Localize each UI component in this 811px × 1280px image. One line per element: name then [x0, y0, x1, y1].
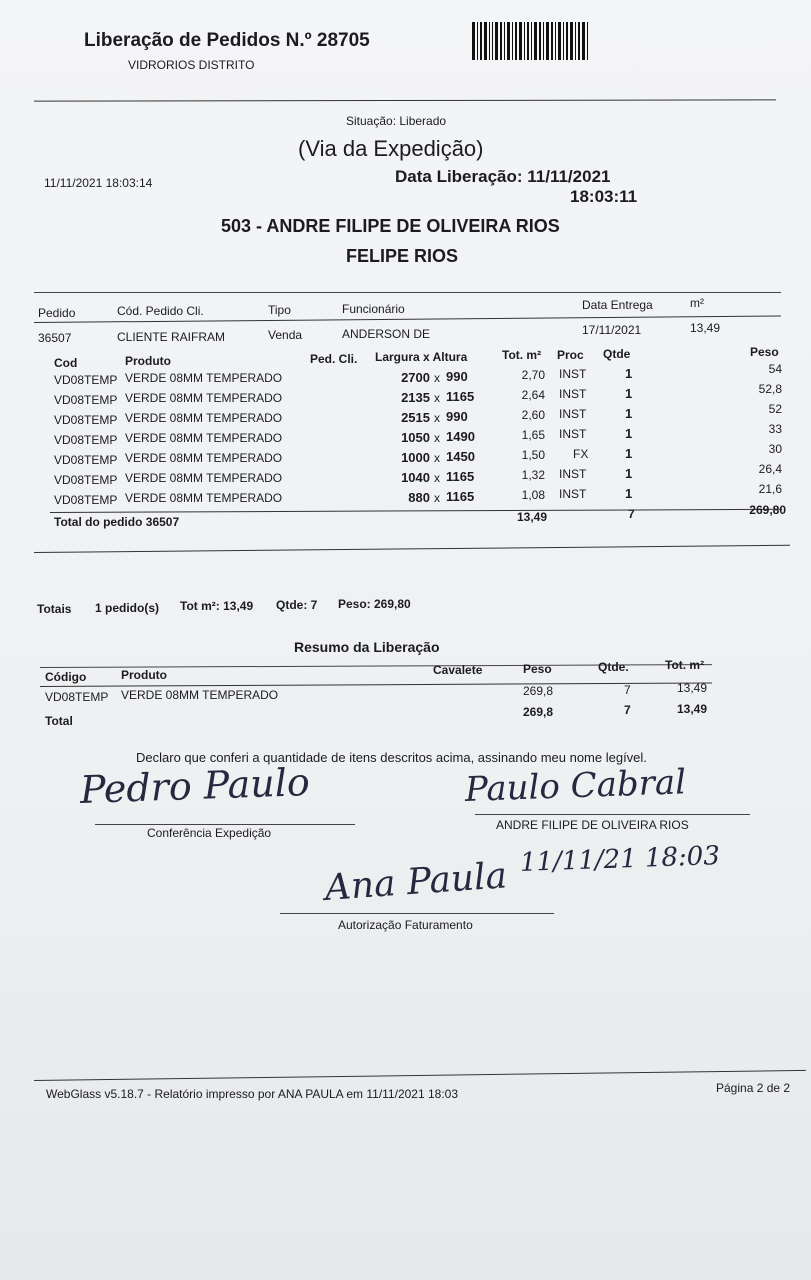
- item-qtde: 1: [625, 446, 633, 461]
- col-funcionario: Funcionário: [342, 302, 405, 316]
- summary-row-qtde: 7: [624, 683, 631, 697]
- totals-qtde: Qtde: 7: [276, 598, 318, 612]
- order-top-divider: [34, 292, 781, 293]
- items-col-tot-m2: Tot. m²: [502, 348, 542, 362]
- summary-col-tot-m2: Tot. m²: [665, 658, 705, 672]
- signature-line-bottom: [280, 913, 554, 914]
- summary-col-produto: Produto: [121, 668, 167, 682]
- order-bottom-divider: [34, 545, 790, 553]
- footer-divider: [34, 1070, 806, 1081]
- item-altura: 1165: [446, 469, 475, 484]
- order-cod-cli-value: CLIENTE RAIFRAM: [117, 330, 226, 344]
- item-largura: 1050: [401, 430, 430, 445]
- item-peso: 33: [768, 422, 782, 436]
- item-altura: 1165: [446, 389, 475, 404]
- order-total-label: Total do pedido 36507: [54, 515, 180, 529]
- signature-line-left: [95, 824, 355, 825]
- item-x: x: [434, 371, 440, 385]
- customer-alias: FELIPE RIOS: [346, 246, 459, 266]
- summary-total-qtde: 7: [624, 703, 631, 717]
- header-divider: [34, 99, 776, 101]
- summary-col-codigo: Código: [45, 670, 87, 684]
- item-proc: INST: [559, 487, 587, 501]
- item-largura: 2135: [401, 390, 430, 405]
- items-col-produto: Produto: [125, 354, 171, 368]
- summary-row-codigo: VD08TEMP: [45, 690, 109, 704]
- via-label: (Via da Expedição): [298, 136, 484, 161]
- item-largura: 1040: [401, 470, 430, 485]
- table-row: [0, 482, 811, 510]
- items-col-qtde: Qtde: [603, 347, 631, 361]
- signature-caption-right: ANDRE FILIPE DE OLIVEIRA RIOS: [496, 818, 689, 832]
- document-title: Liberação de Pedidos N.º 28705: [84, 30, 370, 51]
- table-row: [0, 462, 811, 490]
- item-cod: VD08TEMP: [54, 413, 118, 427]
- item-proc: FX: [573, 447, 589, 461]
- summary-row-peso: 269,8: [523, 684, 554, 698]
- order-pedido-value: 36507: [38, 331, 72, 345]
- item-peso: 54: [768, 362, 782, 376]
- summary-col-cavalete: Cavalete: [433, 663, 483, 677]
- customer-name: 503 - ANDRE FILIPE DE OLIVEIRA RIOS: [221, 216, 560, 236]
- items-col-largura-altura: Largura x Altura: [375, 350, 468, 364]
- item-peso: 52: [768, 402, 782, 416]
- item-tot-m2: 2,70: [521, 368, 545, 382]
- item-altura: 990: [446, 409, 468, 424]
- item-proc: INST: [559, 427, 587, 441]
- item-proc: INST: [559, 367, 587, 381]
- summary-total-peso: 269,8: [523, 705, 554, 719]
- col-pedido: Pedido: [38, 306, 76, 320]
- signature-caption-bottom: Autorização Faturamento: [338, 918, 473, 932]
- signature-cliente: Paulo Cabral: [464, 762, 687, 810]
- item-produto: VERDE 08MM TEMPERADO: [125, 431, 283, 445]
- item-tot-m2: 2,60: [521, 408, 545, 422]
- item-proc: INST: [559, 467, 587, 481]
- summary-row-tot-m2: 13,49: [677, 681, 708, 695]
- item-peso: 52,8: [758, 382, 782, 396]
- signature-faturamento: Ana Paula: [323, 855, 509, 909]
- item-x: x: [434, 451, 440, 465]
- items-col-peso: Peso: [750, 345, 779, 359]
- item-qtde: 1: [625, 386, 633, 401]
- summary-total-tot-m2: 13,49: [677, 702, 708, 716]
- item-tot-m2: 2,64: [521, 388, 545, 402]
- items-col-ped-cli: Ped. Cli.: [310, 352, 358, 366]
- signature-conferencia: Pedro Paulo: [79, 759, 311, 812]
- signature-line-right: [475, 814, 750, 815]
- handwritten-date: 11/11/21 18:03: [519, 841, 721, 878]
- item-altura: 990: [446, 369, 468, 384]
- item-qtde: 1: [625, 486, 633, 501]
- col-data-entrega: Data Entrega: [582, 298, 653, 312]
- company-name: VIDRORIOS DISTRITO: [128, 58, 255, 72]
- item-produto: VERDE 08MM TEMPERADO: [125, 391, 283, 405]
- summary-header-divider: [40, 682, 712, 687]
- signature-caption-left: Conferência Expedição: [147, 826, 272, 840]
- item-produto: VERDE 08MM TEMPERADO: [125, 411, 283, 425]
- barcode: [472, 22, 602, 60]
- item-tot-m2: 1,32: [521, 468, 545, 482]
- summary-col-peso: Peso: [523, 662, 552, 676]
- item-peso: 21,6: [758, 482, 782, 496]
- table-row: [0, 422, 811, 450]
- summary-row-produto: VERDE 08MM TEMPERADO: [121, 688, 279, 702]
- order-tipo-value: Venda: [268, 328, 303, 342]
- item-x: x: [434, 431, 440, 445]
- totals-tot-m2: Tot m²: 13,49: [180, 599, 254, 613]
- item-cod: VD08TEMP: [54, 433, 118, 447]
- item-produto: VERDE 08MM TEMPERADO: [125, 371, 283, 385]
- summary-col-qtde: Qtde.: [598, 660, 629, 674]
- item-x: x: [434, 491, 440, 505]
- release-date: Data Liberação: 11/11/2021: [395, 167, 611, 186]
- items-col-cod: Cod: [54, 356, 78, 370]
- item-tot-m2: 1,08: [521, 488, 545, 502]
- order-total-qtde: 7: [628, 507, 635, 521]
- item-cod: VD08TEMP: [54, 453, 118, 467]
- totals-pedidos: 1 pedido(s): [95, 601, 160, 615]
- item-largura: 880: [408, 490, 430, 505]
- item-cod: VD08TEMP: [54, 473, 118, 487]
- table-row: [0, 442, 811, 470]
- item-x: x: [434, 411, 440, 425]
- item-produto: VERDE 08MM TEMPERADO: [125, 471, 283, 485]
- item-qtde: 1: [625, 406, 633, 421]
- table-row: [0, 402, 811, 430]
- item-qtde: 1: [625, 426, 633, 441]
- item-altura: 1165: [446, 489, 475, 504]
- item-qtde: 1: [625, 466, 633, 481]
- item-qtde: 1: [625, 366, 633, 381]
- item-tot-m2: 1,50: [521, 448, 545, 462]
- item-produto: VERDE 08MM TEMPERADO: [125, 451, 283, 465]
- item-tot-m2: 1,65: [521, 428, 545, 442]
- item-peso: 26,4: [758, 462, 782, 476]
- col-cod-pedido-cli: Cód. Pedido Cli.: [117, 304, 204, 318]
- item-largura: 2515: [401, 410, 430, 425]
- item-x: x: [434, 391, 440, 405]
- col-m2: m²: [690, 296, 704, 310]
- item-peso: 30: [768, 442, 782, 456]
- order-total-m2: 13,49: [516, 510, 547, 524]
- order-m2-value: 13,49: [690, 321, 721, 335]
- item-cod: VD08TEMP: [54, 393, 118, 407]
- item-proc: INST: [559, 387, 587, 401]
- item-altura: 1490: [446, 429, 475, 444]
- print-timestamp: 11/11/2021 18:03:14: [44, 176, 153, 190]
- footer-report: WebGlass v5.18.7 - Relatório impresso por ANA PAULA em 11/11/2021 18:03: [46, 1087, 459, 1101]
- table-row: [0, 382, 811, 410]
- order-funcionario-value: ANDERSON DE: [342, 327, 431, 341]
- item-cod: VD08TEMP: [54, 373, 118, 387]
- item-proc: INST: [559, 407, 587, 421]
- declaration-text: Declaro que conferi a quantidade de itens descritos acima, assinando meu nome legível.: [136, 750, 647, 765]
- summary-total-label: Total: [45, 714, 73, 728]
- footer-page: Página 2 de 2: [716, 1081, 791, 1095]
- order-total-peso: 269,80: [749, 503, 786, 517]
- totals-peso: Peso: 269,80: [338, 597, 411, 611]
- item-produto: VERDE 08MM TEMPERADO: [125, 491, 283, 505]
- order-data-entrega-value: 17/11/2021: [582, 323, 642, 337]
- status-text: Situação: Liberado: [346, 114, 447, 128]
- item-altura: 1450: [446, 449, 475, 464]
- item-x: x: [434, 471, 440, 485]
- items-col-proc: Proc: [557, 348, 584, 362]
- release-time: 18:03:11: [570, 187, 638, 206]
- col-tipo: Tipo: [268, 303, 291, 317]
- summary-title: Resumo da Liberação: [294, 639, 440, 655]
- totals-label: Totais: [37, 602, 72, 616]
- item-largura: 2700: [401, 370, 430, 385]
- item-largura: 1000: [401, 450, 430, 465]
- item-cod: VD08TEMP: [54, 493, 118, 507]
